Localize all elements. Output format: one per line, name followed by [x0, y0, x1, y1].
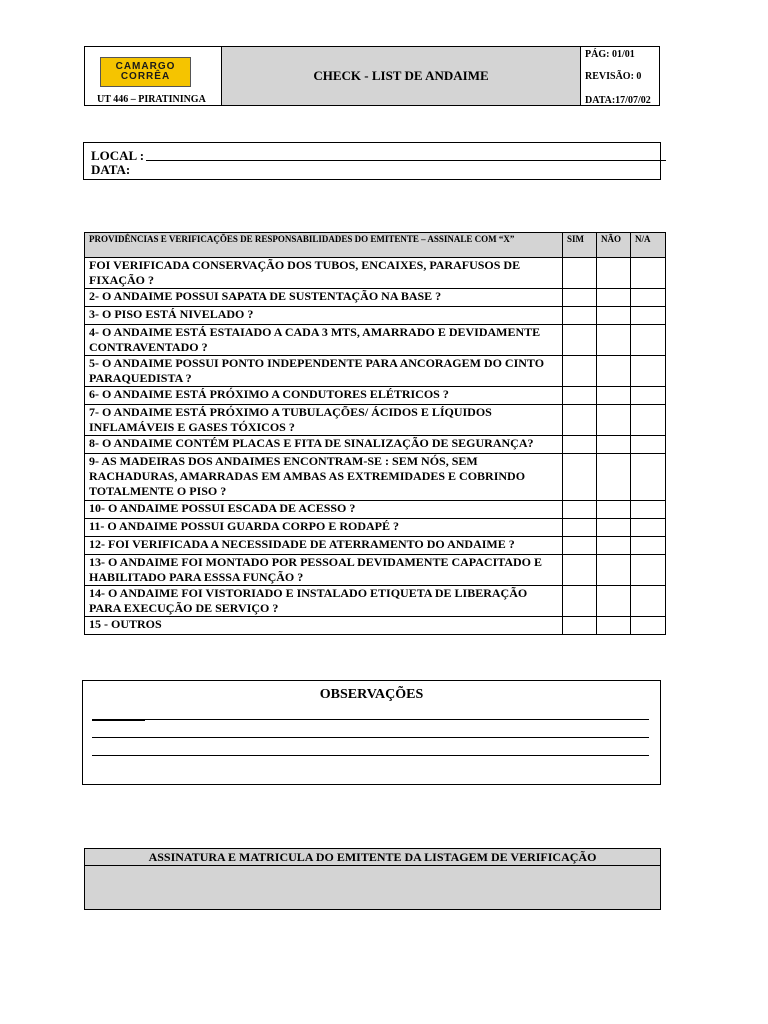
- checkbox-sim[interactable]: [563, 537, 597, 555]
- checkbox-na[interactable]: [631, 436, 666, 454]
- checklist-question: 3- O PISO ESTÁ NIVELADO ?: [85, 307, 563, 325]
- observations-title: OBSERVAÇÕES: [319, 687, 424, 702]
- checkbox-nao[interactable]: [597, 356, 631, 387]
- checkbox-nao[interactable]: [597, 405, 631, 436]
- checklist-question: 10- O ANDAIME POSSUI ESCADA DE ACESSO ?: [85, 501, 563, 519]
- table-row: [85, 454, 666, 501]
- observations-line[interactable]: [92, 755, 649, 756]
- observations-line[interactable]: [92, 719, 649, 720]
- checkbox-na[interactable]: [631, 501, 666, 519]
- checkbox-na[interactable]: [631, 519, 666, 537]
- checkbox-sim[interactable]: [563, 387, 597, 405]
- checkbox-na[interactable]: [631, 537, 666, 555]
- checkbox-sim[interactable]: [563, 586, 597, 617]
- checklist-header-row: [85, 233, 666, 258]
- checkbox-na[interactable]: [631, 325, 666, 356]
- column-na: N/A: [631, 233, 666, 258]
- checkbox-nao[interactable]: [597, 586, 631, 617]
- checkbox-na[interactable]: [631, 258, 666, 289]
- checkbox-nao[interactable]: [597, 307, 631, 325]
- checkbox-sim[interactable]: [563, 356, 597, 387]
- checkbox-na[interactable]: [631, 387, 666, 405]
- checklist-question: 13- O ANDAIME FOI MONTADO POR PESSOAL DEVIDAMENTE CAPACITADO E HABILITADO PARA ESSSA FUNÇÃO ?: [85, 555, 563, 586]
- checklist-question: 5- O ANDAIME POSSUI PONTO INDEPENDENTE PARA ANCORAGEM DO CINTO PARAQUEDISTA ?: [85, 356, 563, 387]
- table-row: [85, 436, 666, 454]
- checkbox-sim[interactable]: [563, 555, 597, 586]
- checkbox-nao[interactable]: [597, 501, 631, 519]
- table-row: [85, 405, 666, 436]
- column-nao: NÃO: [597, 233, 631, 258]
- signature-title: ASSINATURA E MATRICULA DO EMITENTE DA LISTAGEM DE VERIFICAÇÃO: [85, 849, 660, 866]
- checkbox-nao[interactable]: [597, 537, 631, 555]
- signature-field[interactable]: [85, 866, 660, 910]
- table-row: [85, 356, 666, 387]
- checklist-question: 2- O ANDAIME POSSUI SAPATA DE SUSTENTAÇÃO NA BASE ?: [85, 289, 563, 307]
- checklist-question: 15 - OUTROS: [85, 617, 563, 635]
- unit-label: UT 446 – PIRATININGA: [97, 94, 206, 105]
- logo-text-line1: CAMARGO: [115, 61, 176, 72]
- checklist-question: 14- O ANDAIME FOI VISTORIADO E INSTALADO ETIQUETA DE LIBERAÇÃO PARA EXECUÇÃO DE SERVIÇO ?: [85, 586, 563, 617]
- checklist-question: 7- O ANDAIME ESTÁ PRÓXIMO A TUBULAÇÕES/ ÁCIDOS E LÍQUIDOS INFLAMÁVEIS E GASES TÓXICOS ?: [85, 405, 563, 436]
- table-row: [85, 555, 666, 586]
- local-field[interactable]: [146, 160, 666, 161]
- checkbox-sim[interactable]: [563, 436, 597, 454]
- table-row: [85, 387, 666, 405]
- checkbox-sim[interactable]: [563, 258, 597, 289]
- page-number: PÁG: 01/01: [585, 49, 635, 60]
- checkbox-sim[interactable]: [563, 519, 597, 537]
- table-row: [85, 258, 666, 289]
- date-label: DATA:: [91, 162, 131, 177]
- checkbox-nao[interactable]: [597, 258, 631, 289]
- logo-cell: [85, 47, 222, 105]
- checklist-question: FOI VERIFICADA CONSERVAÇÃO DOS TUBOS, ENCAIXES, PARAFUSOS DE FIXAÇÃO ?: [85, 258, 563, 289]
- document-title: CHECK - LIST DE ANDAIME: [222, 47, 581, 105]
- checkbox-sim[interactable]: [563, 325, 597, 356]
- table-row: [85, 289, 666, 307]
- local-label: LOCAL :: [91, 148, 145, 163]
- column-sim: SIM: [563, 233, 597, 258]
- checkbox-na[interactable]: [631, 289, 666, 307]
- checklist-question: 4- O ANDAIME ESTÁ ESTAIADO A CADA 3 MTS, AMARRADO E DEVIDAMENTE CONTRAVENTADO ?: [85, 325, 563, 356]
- checkbox-nao[interactable]: [597, 436, 631, 454]
- checkbox-sim[interactable]: [563, 405, 597, 436]
- table-row: [85, 519, 666, 537]
- checkbox-na[interactable]: [631, 617, 666, 635]
- checkbox-nao[interactable]: [597, 617, 631, 635]
- checklist-question: 12- FOI VERIFICADA A NECESSIDADE DE ATERRAMENTO DO ANDAIME ?: [85, 537, 563, 555]
- table-row: [85, 501, 666, 519]
- checklist-question: 6- O ANDAIME ESTÁ PRÓXIMO A CONDUTORES ELÉTRICOS ?: [85, 387, 563, 405]
- checkbox-nao[interactable]: [597, 387, 631, 405]
- checkbox-sim[interactable]: [563, 289, 597, 307]
- logo-text-line2: CORRÊA: [120, 71, 171, 82]
- checkbox-nao[interactable]: [597, 519, 631, 537]
- checklist-question: 11- O ANDAIME POSSUI GUARDA CORPO E RODAPÉ ?: [85, 519, 563, 537]
- table-row: [85, 617, 666, 635]
- checkbox-sim[interactable]: [563, 617, 597, 635]
- revision-number: REVISÃO: 0: [585, 71, 642, 82]
- checkbox-nao[interactable]: [597, 289, 631, 307]
- location-box: [83, 142, 661, 180]
- checkbox-na[interactable]: [631, 454, 666, 501]
- checklist-question: 9- AS MADEIRAS DOS ANDAIMES ENCONTRAM-SE : SEM NÓS, SEM RACHADURAS, AMARRADAS EM AMBAS AS EXTREMIDADES E COBRINDO TOTALMENTE O PISO ?: [85, 454, 563, 501]
- checkbox-na[interactable]: [631, 555, 666, 586]
- checkbox-nao[interactable]: [597, 325, 631, 356]
- table-row: [85, 325, 666, 356]
- company-logo: [100, 57, 191, 87]
- table-row: [85, 537, 666, 555]
- observations-box: [82, 680, 661, 785]
- checkbox-sim[interactable]: [563, 307, 597, 325]
- checkbox-na[interactable]: [631, 586, 666, 617]
- document-date: DATA:17/07/02: [585, 95, 651, 106]
- checkbox-nao[interactable]: [597, 454, 631, 501]
- checklist-header: PROVIDÊNCIAS E VERIFICAÇÕES DE RESPONSABILIDADES DO EMITENTE – ASSINALE COM “X”: [85, 233, 563, 258]
- document-header: [84, 46, 660, 106]
- checklist-table: [84, 232, 666, 635]
- signature-box: [84, 848, 661, 910]
- checkbox-nao[interactable]: [597, 555, 631, 586]
- table-row: [85, 307, 666, 325]
- checkbox-na[interactable]: [631, 307, 666, 325]
- table-row: [85, 586, 666, 617]
- checkbox-na[interactable]: [631, 356, 666, 387]
- observations-line[interactable]: [92, 737, 649, 738]
- document-meta: [581, 47, 659, 105]
- checklist-question: 8- O ANDAIME CONTÉM PLACAS E FITA DE SINALIZAÇÃO DE SEGURANÇA?: [85, 436, 563, 454]
- checkbox-sim[interactable]: [563, 501, 597, 519]
- checkbox-na[interactable]: [631, 405, 666, 436]
- checkbox-sim[interactable]: [563, 454, 597, 501]
